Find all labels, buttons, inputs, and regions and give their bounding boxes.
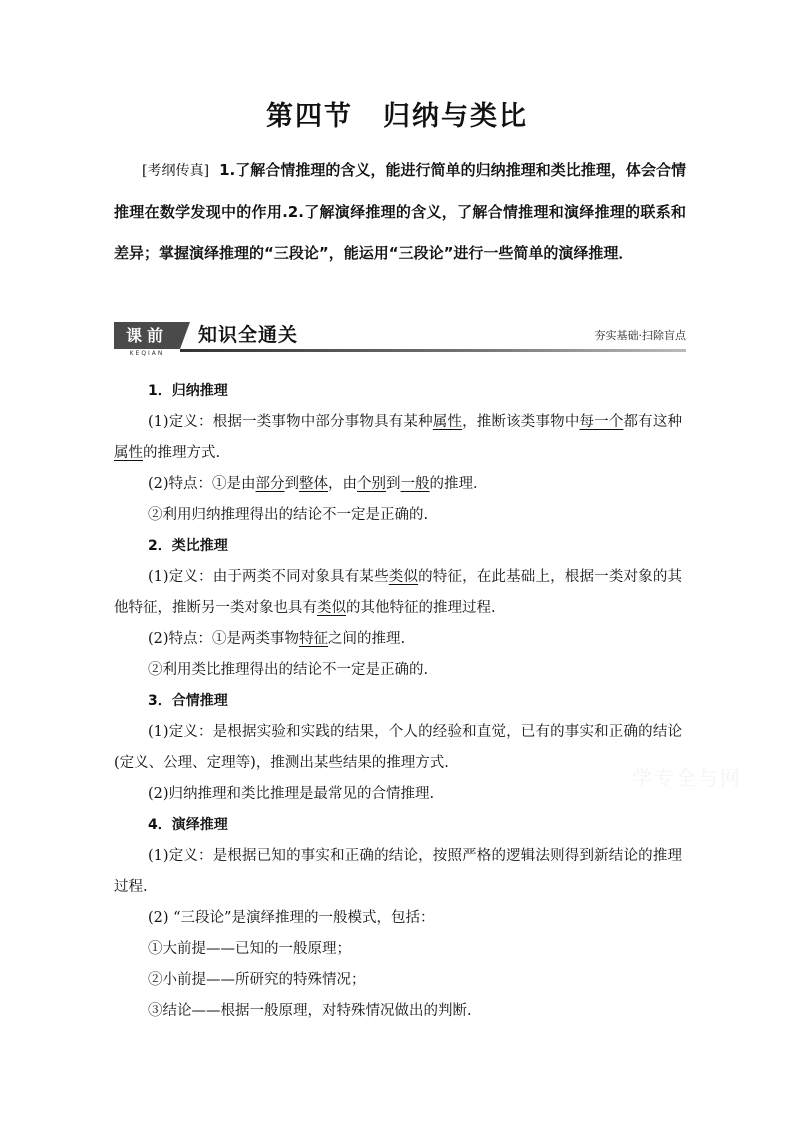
- analogy-feature-2: ②利用类比推理得出的结论不一定是正确的.: [148, 662, 429, 678]
- title-section-number: 第四节: [266, 101, 353, 132]
- knowledge-content: [114, 376, 682, 1027]
- syllogism-intro: (2) “三段论”是演绎推理的一般模式，包括：: [148, 910, 435, 926]
- section-title: 知识全通关: [198, 324, 299, 346]
- section-divider: [180, 349, 686, 352]
- induction-feature-1: (2)特点：①是由部分到整体，由个别到一般的推理．: [148, 476, 488, 492]
- major-premise: ①大前提——已知的一般原理；: [148, 941, 351, 957]
- induction-feature-2: ②利用归纳推理得出的结论不一定是正确的.: [148, 507, 429, 523]
- heading-plausible-reasoning: 3．合情推理: [148, 693, 228, 709]
- section-slogan: 夯实基础·扫除盲点: [594, 329, 686, 342]
- page-title: [0, 94, 794, 133]
- syllabus-outline: [114, 150, 686, 274]
- induction-definition: (1)定义：根据一类事物中部分事物具有某种属性，推断该类事物中每一个都有这种属性的推理方式.: [114, 414, 683, 461]
- watermark: 学专全与网: [632, 766, 742, 790]
- section-badge: 课前: [114, 322, 180, 349]
- analogy-definition: (1)定义：由于两类不同对象具有某些类似的特征，在此基础上，根据一类对象的其他特征，推断另一类对象也具有类似的其他特征的推理过程.: [114, 569, 682, 616]
- syllabus-text: 1.了解合情推理的含义，能进行简单的归纳推理和类比推理，体会合情推理在数学发现中的作用.2.了解演绎推理的含义，了解合情推理和演绎推理的联系和差异；掌握演绎推理的“三段论”，能运用“三段论”进行一些简单的演绎推理．: [114, 161, 686, 262]
- plausible-definition: (1)定义：是根据实验和实践的结果，个人的经验和直觉，已有的事实和正确的结论(定义、公理、定理等)，推测出某些结果的推理方式.: [114, 724, 682, 771]
- badge-corner-shape: [180, 322, 190, 349]
- heading-induction: 1．归纳推理: [148, 383, 228, 399]
- heading-analogy: 2．类比推理: [148, 538, 228, 554]
- deduction-definition: (1)定义：是根据已知的事实和正确的结论，按照严格的逻辑法则得到新结论的推理过程.: [114, 848, 682, 895]
- plausible-note: (2)归纳推理和类比推理是最常见的合情推理.: [148, 786, 435, 802]
- minor-premise: ②小前提——所研究的特殊情况；: [148, 972, 366, 988]
- section-header: [114, 322, 686, 356]
- section-badge-pinyin: KEQIAN: [129, 350, 165, 357]
- title-topic: 归纳与类比: [383, 101, 528, 132]
- heading-deduction: 4．演绎推理: [148, 817, 228, 833]
- analogy-feature-1: (2)特点：①是两类事物特征之间的推理.: [148, 631, 406, 647]
- conclusion: ③结论——根据一般原理，对特殊情况做出的判断.: [148, 1003, 472, 1019]
- syllabus-tag: [考纲传真]: [142, 163, 210, 179]
